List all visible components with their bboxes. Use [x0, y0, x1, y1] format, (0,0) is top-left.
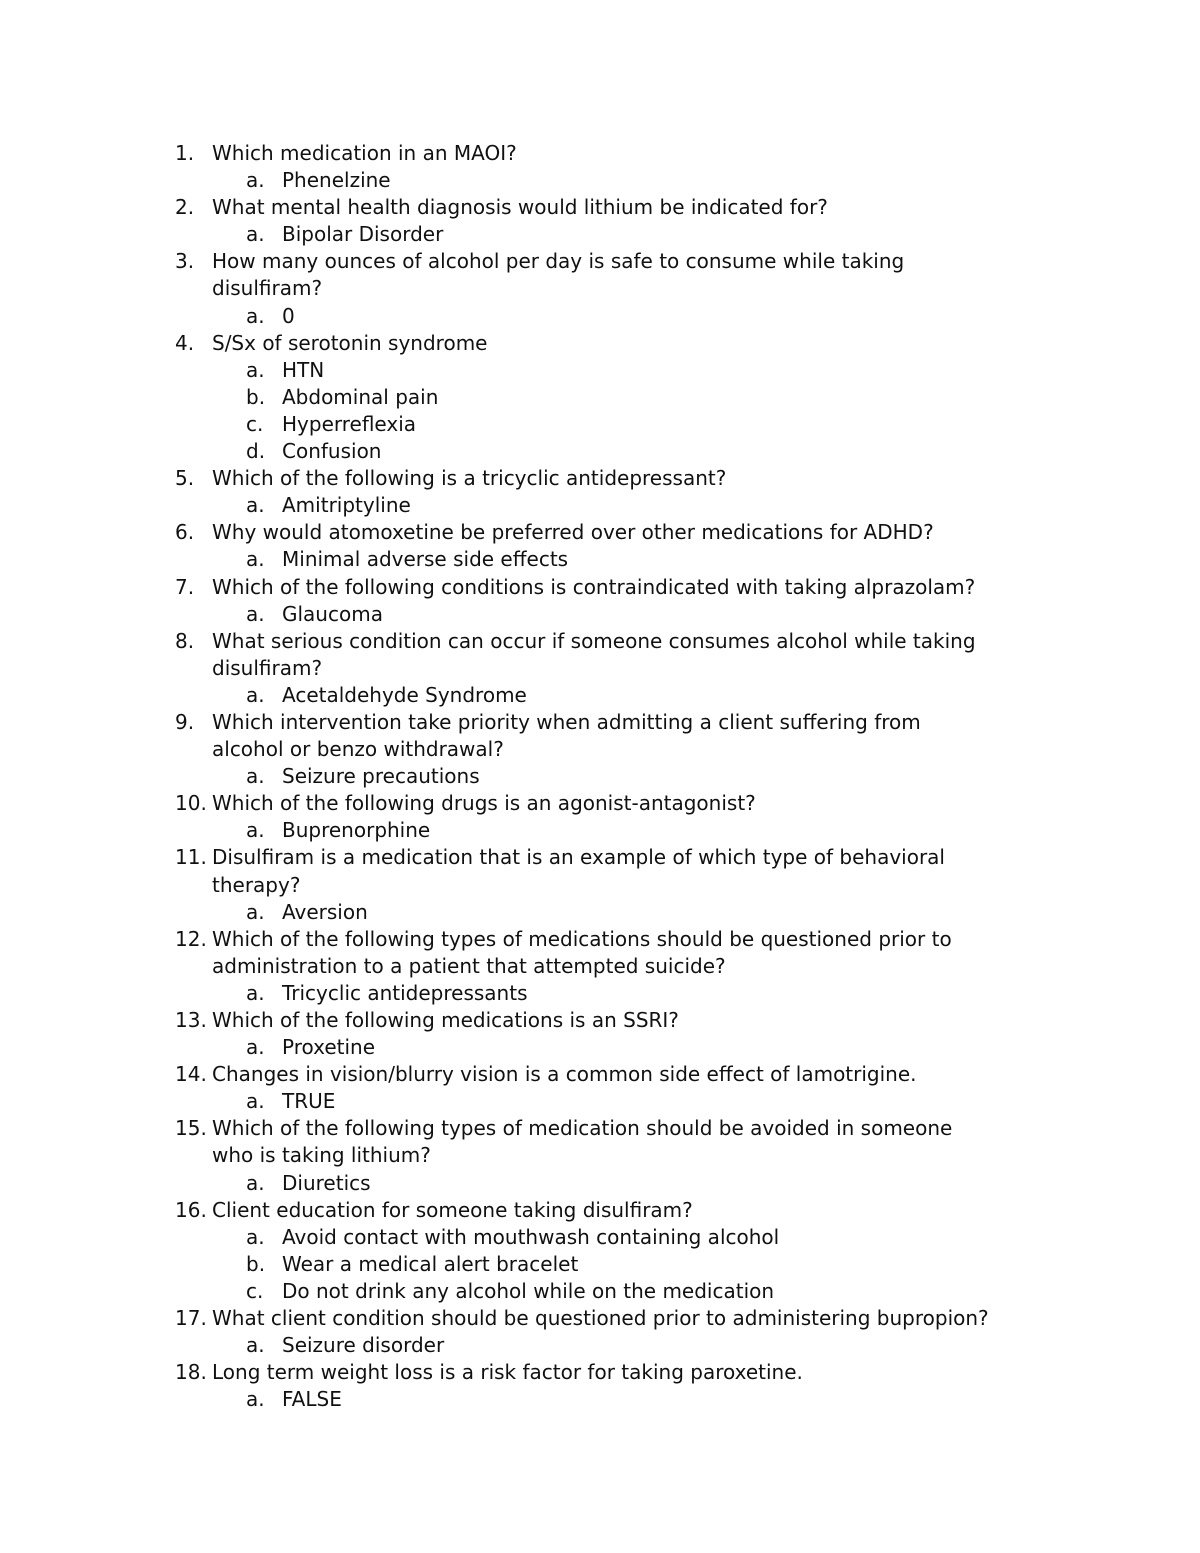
answer-text: Bipolar Disorder — [282, 222, 444, 247]
question-number: 1. — [175, 141, 195, 165]
question-text: Disulfiram is a medication that is an example of which type of behavioral — [212, 845, 945, 870]
answer-item — [0, 763, 1200, 790]
answer-item — [0, 1332, 1200, 1359]
answer-item — [0, 1278, 1200, 1305]
question-text: How many ounces of alcohol per day is safe to consume while taking — [212, 249, 905, 274]
answer-text: Wear a medical alert bracelet — [282, 1251, 579, 1276]
question-line — [0, 1061, 1200, 1088]
question-item — [0, 574, 1200, 628]
question-number: 7. — [175, 574, 195, 599]
answer-text: Avoid contact with mouthwash containing alcohol — [282, 1224, 780, 1249]
answer-letter: a. — [246, 1387, 265, 1412]
question-text: What mental health diagnosis would lithium be indicated for? — [212, 195, 828, 220]
question-number: 13. — [175, 1008, 207, 1032]
answer-text: TRUE — [282, 1089, 336, 1114]
answer-letter: a. — [246, 1089, 265, 1114]
question-number: 12. — [175, 926, 207, 951]
question-number: 18. — [175, 1360, 207, 1385]
question-line — [0, 1305, 1200, 1332]
question-item — [0, 140, 1200, 194]
question-item — [0, 1359, 1200, 1413]
question-line — [0, 275, 1200, 302]
question-line — [0, 1197, 1200, 1224]
question-line — [0, 1142, 1200, 1169]
answer-text: Glaucoma — [282, 601, 383, 626]
question-text: administration to a patient that attempted suicide? — [212, 953, 726, 978]
answer-letter: a. — [246, 980, 265, 1005]
question-text: Which of the following medications is an SSRI? — [212, 1008, 679, 1032]
question-number: 10. — [175, 791, 207, 816]
question-item — [0, 1007, 1200, 1061]
question-line — [0, 1007, 1200, 1034]
answer-letter: a. — [246, 547, 265, 572]
answer-item — [0, 546, 1200, 573]
question-item — [0, 1305, 1200, 1359]
answer-text: Abdominal pain — [282, 384, 439, 409]
answer-text: Seizure precautions — [282, 764, 480, 789]
answer-letter: a. — [246, 682, 265, 707]
question-text: S/Sx of serotonin syndrome — [212, 330, 488, 355]
question-item — [0, 926, 1200, 1007]
question-number: 11. — [175, 845, 207, 870]
answer-item — [0, 1170, 1200, 1197]
answer-letter: a. — [246, 818, 265, 843]
answer-text: Proxetine — [282, 1035, 376, 1060]
answer-letter: a. — [246, 1224, 265, 1249]
question-line — [0, 194, 1200, 221]
question-item — [0, 465, 1200, 519]
question-text: Changes in vision/blurry vision is a common side effect of lamotrigine. — [212, 1062, 917, 1087]
answer-item — [0, 384, 1200, 411]
answer-text: Do not drink any alcohol while on the medication — [282, 1278, 775, 1303]
answer-item — [0, 357, 1200, 384]
question-text: Which of the following drugs is an agonist-antagonist? — [212, 791, 756, 816]
answer-item — [0, 1386, 1200, 1413]
question-item — [0, 790, 1200, 844]
answer-item — [0, 817, 1200, 844]
question-line — [0, 465, 1200, 492]
answer-text: Tricyclic antidepressants — [282, 980, 528, 1005]
question-text: What client condition should be questioned prior to administering bupropion? — [212, 1306, 989, 1331]
answer-letter: c. — [246, 411, 264, 436]
answer-letter: a. — [246, 222, 265, 247]
answer-text: HTN — [282, 357, 325, 382]
question-item — [0, 844, 1200, 925]
answer-item — [0, 167, 1200, 194]
question-number: 6. — [175, 520, 195, 545]
question-line — [0, 736, 1200, 763]
answer-text: Seizure disorder — [282, 1333, 445, 1358]
answer-letter: a. — [246, 1333, 265, 1358]
answer-text: Amitriptyline — [282, 493, 411, 518]
answer-letter: a. — [246, 493, 265, 518]
question-line — [0, 790, 1200, 817]
question-item — [0, 519, 1200, 573]
answer-item — [0, 1251, 1200, 1278]
answer-item — [0, 221, 1200, 248]
answer-item — [0, 1224, 1200, 1251]
question-item — [0, 1061, 1200, 1115]
answer-letter: a. — [246, 168, 265, 193]
answer-letter: a. — [246, 1035, 265, 1060]
question-line — [0, 655, 1200, 682]
question-line — [0, 248, 1200, 275]
question-number: 4. — [175, 330, 195, 355]
answer-text: Minimal adverse side effects — [282, 547, 569, 572]
question-line — [0, 140, 1200, 167]
question-text: Which of the following is a tricyclic antidepressant? — [212, 466, 727, 491]
answer-text: Hyperreflexia — [282, 411, 417, 436]
answer-letter: a. — [246, 899, 265, 924]
answer-item — [0, 980, 1200, 1007]
question-line — [0, 926, 1200, 953]
answer-letter: a. — [246, 303, 265, 328]
question-text: therapy? — [212, 872, 301, 897]
question-line — [0, 628, 1200, 655]
question-item — [0, 248, 1200, 329]
question-text: Why would atomoxetine be preferred over other medications for ADHD? — [212, 520, 934, 545]
question-text: Which of the following types of medications should be questioned prior to — [212, 926, 952, 951]
question-line — [0, 844, 1200, 871]
question-line — [0, 709, 1200, 736]
question-number: 15. — [175, 1116, 207, 1141]
question-line — [0, 330, 1200, 357]
answer-text: Diuretics — [282, 1170, 371, 1195]
question-text: alcohol or benzo withdrawal? — [212, 737, 504, 762]
answer-letter: a. — [246, 1170, 265, 1195]
answer-text: Aversion — [282, 899, 368, 924]
question-number: 17. — [175, 1306, 207, 1331]
answer-letter: a. — [246, 764, 265, 789]
answer-text: Phenelzine — [282, 168, 391, 193]
question-number: 5. — [175, 466, 195, 491]
answer-item — [0, 1088, 1200, 1115]
answer-letter: a. — [246, 601, 265, 626]
answer-letter: b. — [246, 1251, 266, 1276]
question-item — [0, 1115, 1200, 1196]
answer-text: Confusion — [282, 439, 382, 464]
answer-item — [0, 492, 1200, 519]
answer-text: Buprenorphine — [282, 818, 431, 843]
question-item — [0, 628, 1200, 709]
answer-item — [0, 303, 1200, 330]
answer-letter: a. — [246, 357, 265, 382]
answer-text: FALSE — [282, 1387, 342, 1412]
question-item — [0, 1197, 1200, 1305]
question-text: Which of the following types of medication should be avoided in someone — [212, 1116, 953, 1141]
question-text: disulfiram? — [212, 276, 323, 301]
question-number: 9. — [175, 709, 195, 734]
question-number: 8. — [175, 628, 195, 653]
question-number: 3. — [175, 249, 195, 274]
question-line — [0, 1359, 1200, 1386]
answer-text: Acetaldehyde Syndrome — [282, 682, 527, 707]
question-item — [0, 194, 1200, 248]
question-number: 14. — [175, 1062, 207, 1087]
answer-item — [0, 899, 1200, 926]
question-line — [0, 953, 1200, 980]
answer-item — [0, 682, 1200, 709]
question-text: What serious condition can occur if someone consumes alcohol while taking — [212, 628, 976, 653]
question-text: who is taking lithium? — [212, 1143, 431, 1168]
answer-letter: d. — [246, 439, 266, 464]
question-text: Which intervention take priority when admitting a client suffering from — [212, 709, 921, 734]
question-text: Long term weight loss is a risk factor for taking paroxetine. — [212, 1360, 803, 1385]
question-item — [0, 709, 1200, 790]
question-line — [0, 872, 1200, 899]
answer-item — [0, 601, 1200, 628]
answer-item — [0, 438, 1200, 465]
question-line — [0, 519, 1200, 546]
question-line — [0, 574, 1200, 601]
answer-letter: c. — [246, 1278, 264, 1303]
answer-letter: b. — [246, 384, 266, 409]
question-text: Client education for someone taking disulfiram? — [212, 1197, 693, 1222]
question-item — [0, 330, 1200, 465]
question-number: 2. — [175, 195, 195, 220]
question-number: 16. — [175, 1197, 207, 1222]
question-text: Which medication in an MAOI? — [212, 141, 517, 165]
answer-text: 0 — [282, 303, 295, 328]
answer-item — [0, 1034, 1200, 1061]
question-text: disulfiram? — [212, 655, 323, 680]
question-line — [0, 1115, 1200, 1142]
document-page — [0, 140, 1200, 1413]
answer-item — [0, 411, 1200, 438]
question-text: Which of the following conditions is contraindicated with taking alprazolam? — [212, 574, 976, 599]
